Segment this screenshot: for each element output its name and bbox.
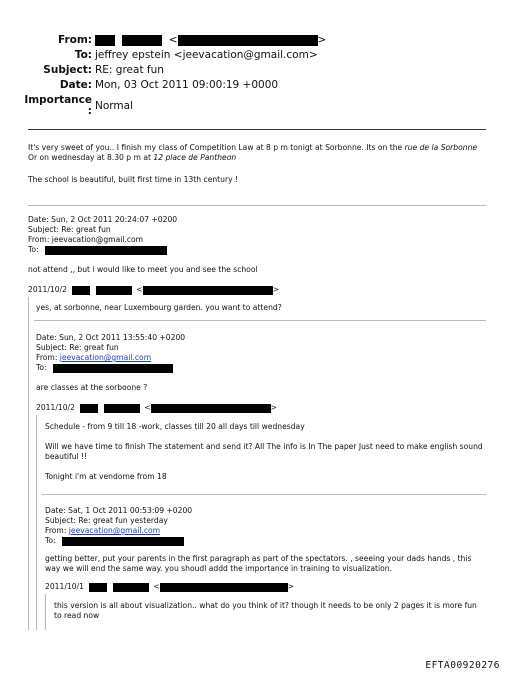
importance-label: Importance bbox=[24, 94, 92, 106]
redaction-block bbox=[113, 583, 149, 592]
q2-message: yes, at sorbonne, near Luxembourg garden. you want to attend? bbox=[36, 303, 282, 312]
subject-row bbox=[0, 62, 512, 78]
q6-line-1: this version is all about visualization.. what do you think of it? though it needs to be only 2 pages it is more fun bbox=[54, 601, 477, 610]
q5-subject: Subject: Re: great fun yesterday bbox=[45, 516, 168, 525]
quote-bar-level-1 bbox=[28, 297, 29, 630]
redaction-block bbox=[62, 537, 184, 546]
q5-from: From: jeevacation@gmail.com bbox=[45, 526, 161, 535]
q4-line-4: Tonight i'm at vendome from 18 bbox=[45, 472, 167, 481]
q4-line-2: Will we have time to finish The statement and send it? All The info is In The paper Just need to make english sound bbox=[45, 442, 483, 451]
q5-date: Date: Sat, 1 Oct 2011 00:53:09 +0200 bbox=[45, 506, 193, 515]
subject-label: Subject: bbox=[43, 64, 92, 76]
from-row bbox=[0, 32, 512, 48]
subject-value: RE: great fun bbox=[95, 64, 164, 76]
q3-message: are classes at the sorboone ? bbox=[36, 383, 148, 392]
redaction-block bbox=[80, 404, 98, 413]
redaction-block bbox=[89, 583, 107, 592]
redaction-block bbox=[143, 286, 273, 295]
document-id: EFTA00920276 bbox=[425, 660, 500, 671]
redaction-block bbox=[160, 583, 288, 592]
q3-from: From: jeevacation@gmail.com bbox=[36, 353, 152, 362]
q2-attribution: 2011/10/2 < > bbox=[28, 285, 279, 294]
from-label: From: bbox=[57, 34, 92, 46]
q3-date: Date: Sun, 2 Oct 2011 13:55:40 +0200 bbox=[36, 333, 186, 342]
redaction-block bbox=[151, 404, 271, 413]
redaction-block bbox=[53, 364, 173, 373]
quote-separator bbox=[28, 205, 486, 206]
importance-value: Normal bbox=[95, 100, 133, 112]
date-row bbox=[0, 77, 512, 93]
q3-to: To: bbox=[36, 363, 173, 373]
q3-from-email-link[interactable]: jeevacation@gmail.com bbox=[59, 353, 152, 362]
q4-attribution: 2011/10/2 < > bbox=[36, 403, 277, 412]
to-row bbox=[0, 47, 512, 63]
redaction-block bbox=[72, 286, 90, 295]
header-separator bbox=[28, 129, 486, 130]
q1-date: Date: Sun, 2 Oct 2011 20:24:07 +0200 bbox=[28, 215, 178, 224]
q4-line-3: beautiful !! bbox=[45, 452, 88, 461]
q6-attribution: 2011/10/1 < > bbox=[45, 582, 294, 591]
redaction-block bbox=[95, 35, 115, 46]
q1-from: From: jeevacation@gmail.com bbox=[28, 235, 144, 244]
q5-line-2: way we will end the same way. you shoudl addd the importance in training to visualization. bbox=[45, 564, 393, 573]
quote-separator bbox=[42, 494, 486, 495]
body-paragraph-line-1: It's very sweet of you.. I finish my class of Competition Law at 8 p m tonigt at Sorbonne. Its on the rue de la Sorbonne bbox=[28, 143, 478, 152]
body-paragraph-line-2: Or on wednesday at 8.30 p m at 12 place de Pantheon bbox=[28, 153, 237, 162]
redaction-block bbox=[96, 286, 132, 295]
q5-from-email-link[interactable]: jeevacation@gmail.com bbox=[68, 526, 161, 535]
redaction-block bbox=[45, 246, 167, 255]
q4-line-1: Schedule - from 9 till 18 -work, classes till 20 all days till wednesday bbox=[45, 422, 305, 431]
importance-colon: : bbox=[87, 105, 92, 117]
redaction-block bbox=[104, 404, 140, 413]
quote-bar-level-3 bbox=[45, 594, 46, 630]
quote-bar-level-2 bbox=[36, 415, 37, 630]
q1-subject: Subject: Re: great fun bbox=[28, 225, 111, 234]
body-paragraph-2: The school is beautiful, built first time in 13th century ! bbox=[28, 175, 239, 184]
from-value: < > bbox=[95, 32, 326, 48]
redaction-block bbox=[122, 35, 162, 46]
q5-to: To: bbox=[45, 536, 184, 546]
redaction-block bbox=[178, 35, 318, 46]
date-label: Date: bbox=[59, 79, 92, 91]
importance-colon-row bbox=[0, 103, 512, 119]
q1-message: not attend ,, but i would like to meet you and see the school bbox=[28, 265, 258, 274]
q1-to: To: bbox=[28, 245, 167, 255]
q3-subject: Subject: Re: great fun bbox=[36, 343, 119, 352]
quote-separator bbox=[34, 320, 486, 321]
to-label: To: bbox=[74, 49, 92, 61]
to-value: jeffrey epstein <jeevacation@gmail.com> bbox=[95, 49, 318, 61]
date-value: Mon, 03 Oct 2011 09:00:19 +0000 bbox=[95, 79, 279, 91]
q6-line-2: to read now bbox=[54, 611, 100, 620]
q5-line-1: getting better, put your parents in the first paragraph as part of the spectators. , seeeing your dads hands , this bbox=[45, 554, 472, 563]
